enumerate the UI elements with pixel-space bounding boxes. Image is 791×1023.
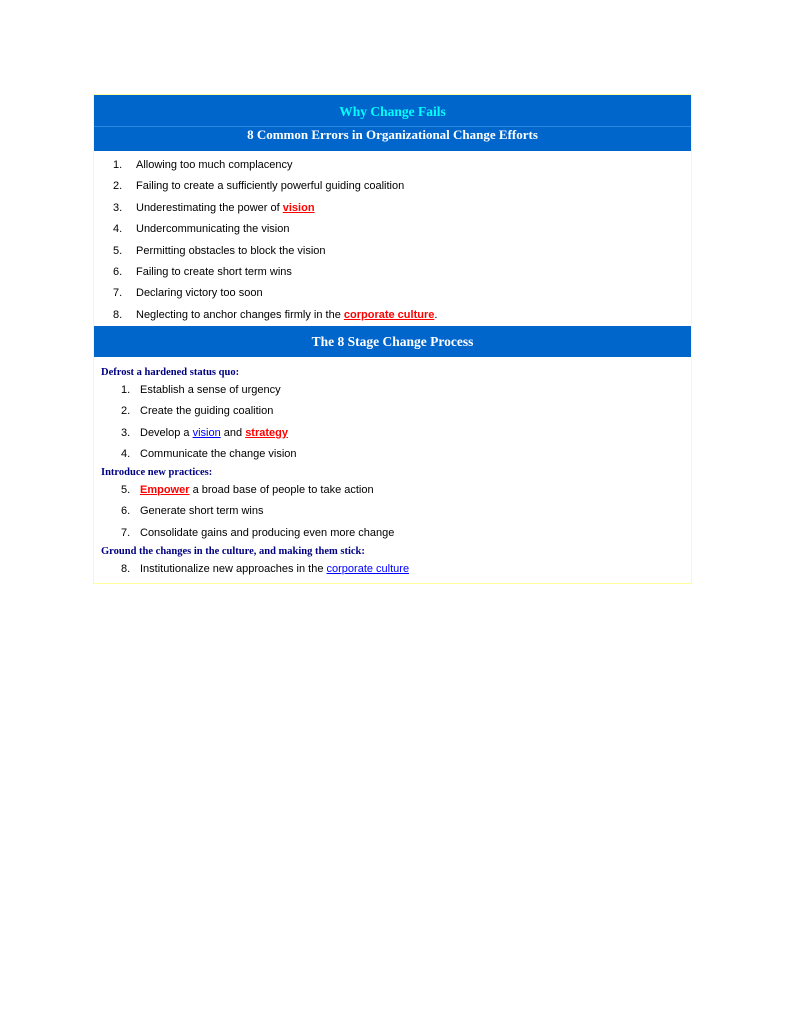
list-item <box>94 283 691 304</box>
list-item <box>94 380 691 401</box>
list-item <box>94 559 691 580</box>
list-text: Allowing too much complacency <box>136 159 293 171</box>
list-text: Develop a vision and strategy <box>140 426 288 439</box>
page-subtitle: 8 Common Errors in Organizational Change Efforts <box>94 127 691 151</box>
list-number: 2. <box>121 405 131 418</box>
errors-list <box>94 151 691 326</box>
list-item <box>94 480 691 501</box>
list-text: Permitting obstacles to block the vision <box>136 244 326 257</box>
list-item <box>94 305 691 326</box>
vision-link[interactable]: vision <box>282 201 315 214</box>
list-number: 6. <box>121 505 131 518</box>
list-text: Establish a sense of urgency <box>140 384 281 396</box>
strategy-link[interactable]: strategy <box>245 426 288 439</box>
list-item <box>94 198 691 219</box>
list-item <box>94 176 691 197</box>
empower-link[interactable]: Empower <box>140 484 190 497</box>
list-number: 4. <box>113 223 123 236</box>
list-item <box>94 523 691 544</box>
list-text: Generate short term wins <box>140 505 264 518</box>
list-number: 1. <box>113 159 123 171</box>
section-title: The 8 Stage Change Process <box>94 326 691 357</box>
list-item <box>94 423 691 444</box>
list-text: Institutionalize new approaches in the corporate culture <box>140 563 410 576</box>
group-heading: Ground the changes in the culture, and making them stick: <box>101 546 365 558</box>
list-number: 8. <box>121 563 131 576</box>
list-number: 1. <box>121 384 131 396</box>
list-text: Failing to create a sufficiently powerful guiding coalition <box>136 180 405 193</box>
list-item <box>94 501 691 522</box>
list-item <box>94 155 691 176</box>
list-number: 3. <box>113 201 123 214</box>
list-number: 3. <box>121 426 131 439</box>
list-item <box>94 444 691 465</box>
list-number: 4. <box>121 447 131 460</box>
list-text: Neglecting to anchor changes firmly in the corporate culture. <box>136 308 438 321</box>
list-number: 7. <box>113 287 123 300</box>
vision-link[interactable]: vision <box>192 426 221 439</box>
document-frame <box>93 94 692 584</box>
stages-list <box>94 357 691 583</box>
group-heading: Introduce new practices: <box>101 467 213 479</box>
list-number: 6. <box>113 265 123 278</box>
list-text: Empower a broad base of people to take action <box>140 484 374 497</box>
list-number: 5. <box>121 484 131 497</box>
corporate-culture-link[interactable]: corporate culture <box>326 563 410 576</box>
corporate-culture-link[interactable]: corporate culture <box>343 308 435 321</box>
list-number: 8. <box>113 308 123 321</box>
list-number: 7. <box>121 526 131 539</box>
list-item <box>94 262 691 283</box>
list-text: Declaring victory too soon <box>136 287 263 300</box>
list-item <box>94 219 691 240</box>
list-text: Create the guiding coalition <box>140 405 274 418</box>
list-text: Consolidate gains and producing even more change <box>140 526 395 539</box>
page-title: Why Change Fails <box>94 95 691 127</box>
list-text: Undercommunicating the vision <box>136 223 290 236</box>
group-heading: Defrost a hardened status quo: <box>101 367 240 378</box>
list-number: 5. <box>113 244 123 257</box>
list-number: 2. <box>113 180 123 193</box>
list-text: Communicate the change vision <box>140 447 297 460</box>
list-text: Underestimating the power of vision <box>136 201 315 214</box>
list-text: Failing to create short term wins <box>136 265 292 278</box>
list-item <box>94 401 691 422</box>
list-item <box>94 241 691 262</box>
